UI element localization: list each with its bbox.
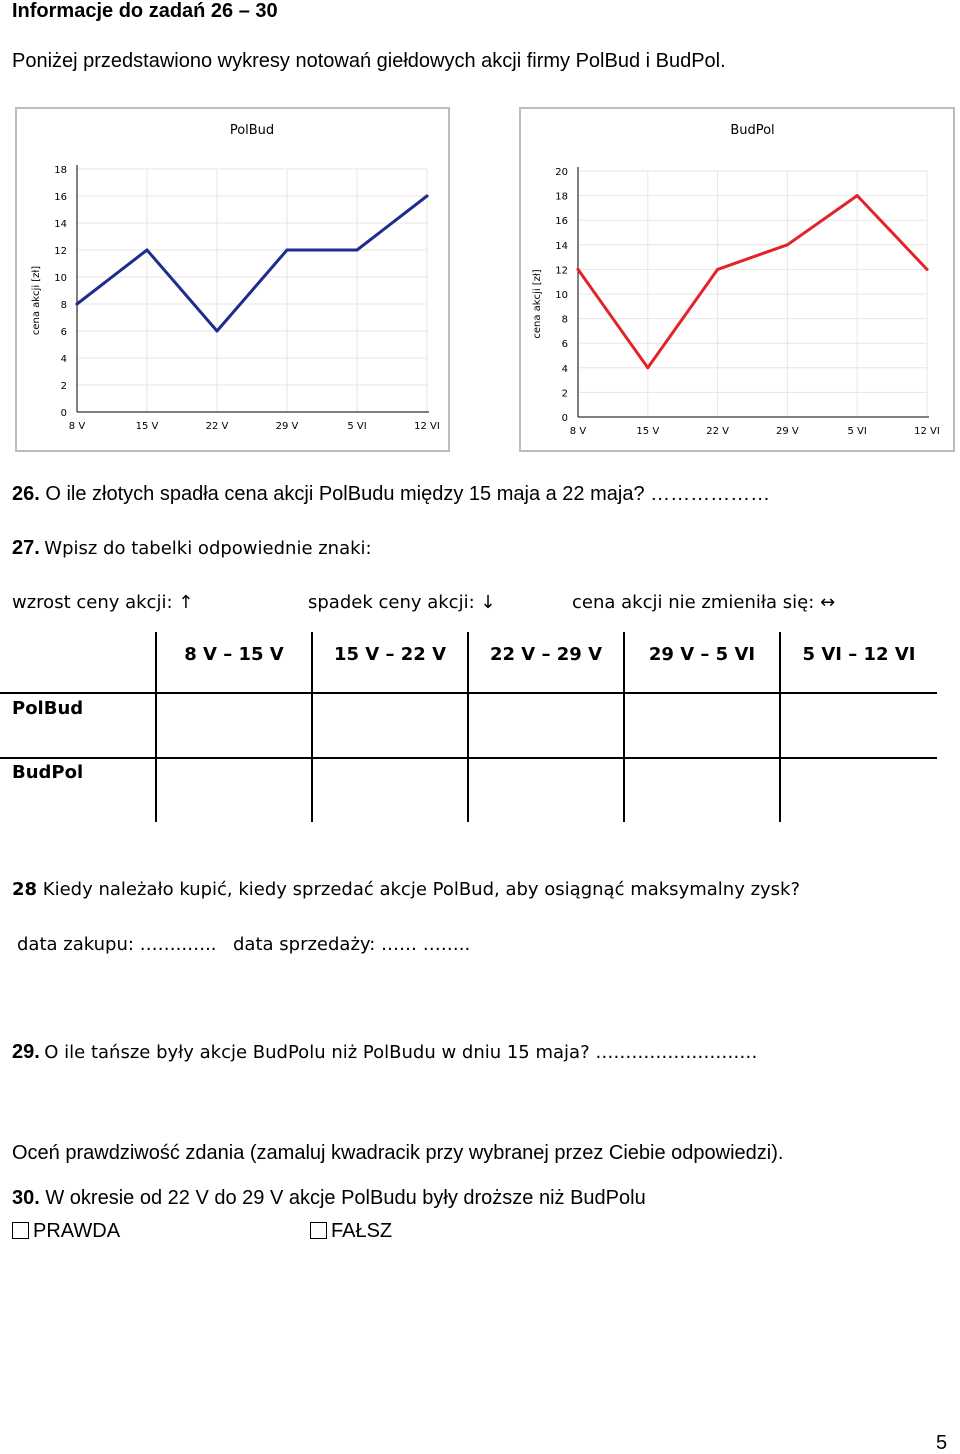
answer-cell[interactable]	[159, 696, 309, 755]
data-point	[716, 268, 719, 271]
answer-cell[interactable]	[315, 696, 465, 755]
answer-cell[interactable]	[315, 761, 465, 820]
y-tick-label: 8	[561, 314, 568, 326]
question-27-number: 27.	[12, 537, 40, 559]
question-28-number: 28	[12, 879, 38, 900]
x-tick-label: 15 V	[135, 421, 159, 432]
legend-same: cena akcji nie zmieniła się: ↔	[572, 592, 836, 613]
page-number: 5	[936, 1432, 948, 1454]
x-tick-label: 22 V	[706, 426, 729, 437]
table-divider	[0, 692, 937, 694]
question-26-text: O ile złotych spadła cena akcji PolBudu między 15 maja a 22 maja? ………………	[45, 483, 771, 505]
question-29-number: 29.	[12, 1041, 40, 1063]
question-30-text: W okresie od 22 V do 29 V akcje PolBudu były droższe niż BudPolu	[45, 1187, 646, 1209]
table-header-cell: 15 V – 22 V	[333, 644, 447, 665]
y-tick-label: 16	[54, 192, 67, 203]
question-28-text: Kiedy należało kupić, kiedy sprzedać akcje PolBud, aby osiągnąć maksymalny zysk?	[42, 879, 801, 900]
y-tick-label: 4	[60, 354, 67, 365]
answer-cell[interactable]	[471, 696, 621, 755]
data-point	[426, 195, 429, 198]
data-point	[216, 330, 219, 333]
question-27-text: Wpisz do tabelki odpowiednie znaki:	[44, 538, 372, 559]
table-header-cell: 29 V – 5 VI	[648, 644, 756, 665]
option-true[interactable]	[12, 1220, 120, 1243]
chart-budpol	[519, 107, 955, 452]
data-point	[577, 268, 580, 271]
answer-cell[interactable]	[471, 761, 621, 820]
y-tick-label: 12	[54, 246, 67, 257]
buy-date-field[interactable]: data zakupu: ……..…..	[17, 934, 217, 955]
x-tick-label: 5 VI	[847, 426, 867, 437]
y-tick-label: 8	[60, 300, 67, 311]
y-axis-label: cena akcji [zł]	[31, 265, 42, 336]
answer-cell[interactable]	[159, 761, 309, 820]
table-header-cell: 8 V – 15 V	[184, 644, 284, 665]
answer-cell[interactable]	[783, 696, 933, 755]
option-false-label: FAŁSZ	[331, 1220, 393, 1242]
question-26	[12, 483, 770, 506]
y-tick-label: 14	[555, 240, 568, 252]
data-point	[286, 249, 289, 252]
checkbox-true[interactable]	[12, 1222, 29, 1239]
question-27	[12, 537, 372, 560]
x-tick-label: 15 V	[636, 426, 660, 437]
data-point	[856, 194, 859, 197]
data-point	[926, 268, 929, 271]
answer-cell[interactable]	[627, 761, 777, 820]
x-tick-label: 12 VI	[414, 421, 440, 432]
page-title: Informacje do zadań 26 – 30	[12, 0, 278, 22]
y-tick-label: 12	[555, 265, 568, 277]
data-point	[786, 243, 789, 246]
y-tick-label: 10	[555, 290, 568, 301]
question-30-number: 30.	[12, 1187, 40, 1209]
x-tick-label: 8 V	[68, 421, 86, 432]
checkbox-false[interactable]	[310, 1222, 327, 1239]
answer-cell[interactable]	[627, 696, 777, 755]
y-tick-label: 2	[561, 388, 568, 400]
x-tick-label: 12 VI	[914, 426, 940, 437]
y-axis-label: cena akcji [zł]	[532, 269, 543, 339]
question-30	[12, 1187, 646, 1210]
x-tick-label: 29 V	[776, 426, 799, 437]
chart-title: PolBud	[229, 123, 275, 138]
answer-cell[interactable]	[783, 761, 933, 820]
data-point	[356, 249, 359, 252]
option-true-label: PRAWDA	[33, 1220, 121, 1242]
data-point	[76, 303, 79, 306]
y-tick-label: 0	[561, 413, 568, 424]
chart-polbud-svg	[17, 109, 448, 450]
option-false[interactable]	[310, 1220, 392, 1243]
chart-title: BudPol	[730, 123, 775, 138]
y-tick-label: 10	[54, 273, 67, 284]
y-tick-label: 14	[54, 219, 67, 230]
y-tick-label: 0	[60, 408, 67, 419]
chart-budpol-svg	[521, 109, 953, 450]
question-29	[12, 1041, 757, 1064]
question-29-text: O ile tańsze były akcje BudPolu niż PolBudu w dniu 15 maja? ………………………	[44, 1042, 758, 1063]
y-tick-label: 18	[555, 191, 568, 203]
table-header-cell: 5 VI – 12 VI	[802, 644, 916, 665]
series-line	[77, 196, 427, 331]
x-tick-label: 29 V	[275, 421, 299, 432]
y-tick-label: 6	[561, 339, 568, 351]
legend-down: spadek ceny akcji: ↓	[308, 592, 496, 613]
y-tick-label: 20	[555, 167, 568, 178]
question-28	[12, 879, 800, 900]
x-tick-label: 8 V	[569, 426, 587, 437]
y-tick-label: 16	[555, 216, 568, 228]
sell-date-field[interactable]: data sprzedaży: …… ……..	[233, 934, 471, 955]
x-tick-label: 22 V	[205, 421, 229, 432]
y-tick-label: 4	[561, 363, 568, 375]
question-26-number: 26.	[12, 483, 40, 505]
data-point	[646, 366, 649, 369]
series-line	[578, 196, 927, 368]
data-point	[146, 249, 149, 252]
y-tick-label: 18	[54, 165, 67, 176]
table-row-label-polbud: PolBud	[12, 698, 84, 719]
table-row-label-budpol: BudPol	[12, 762, 84, 783]
y-tick-label: 2	[60, 381, 67, 392]
y-tick-label: 6	[60, 327, 67, 338]
table-divider	[0, 757, 937, 759]
question-30-instruction: Oceń prawdziwość zdania (zamaluj kwadracik przy wybranej przez Ciebie odpowiedzi).	[12, 1142, 784, 1164]
x-tick-label: 5 VI	[347, 421, 367, 432]
legend-up: wzrost ceny akcji: ↑	[12, 592, 194, 613]
intro-text: Poniżej przedstawiono wykresy notowań giełdowych akcji firmy PolBud i BudPol.	[12, 50, 726, 72]
chart-polbud	[15, 107, 450, 452]
table-header-cell: 22 V – 29 V	[489, 644, 603, 665]
